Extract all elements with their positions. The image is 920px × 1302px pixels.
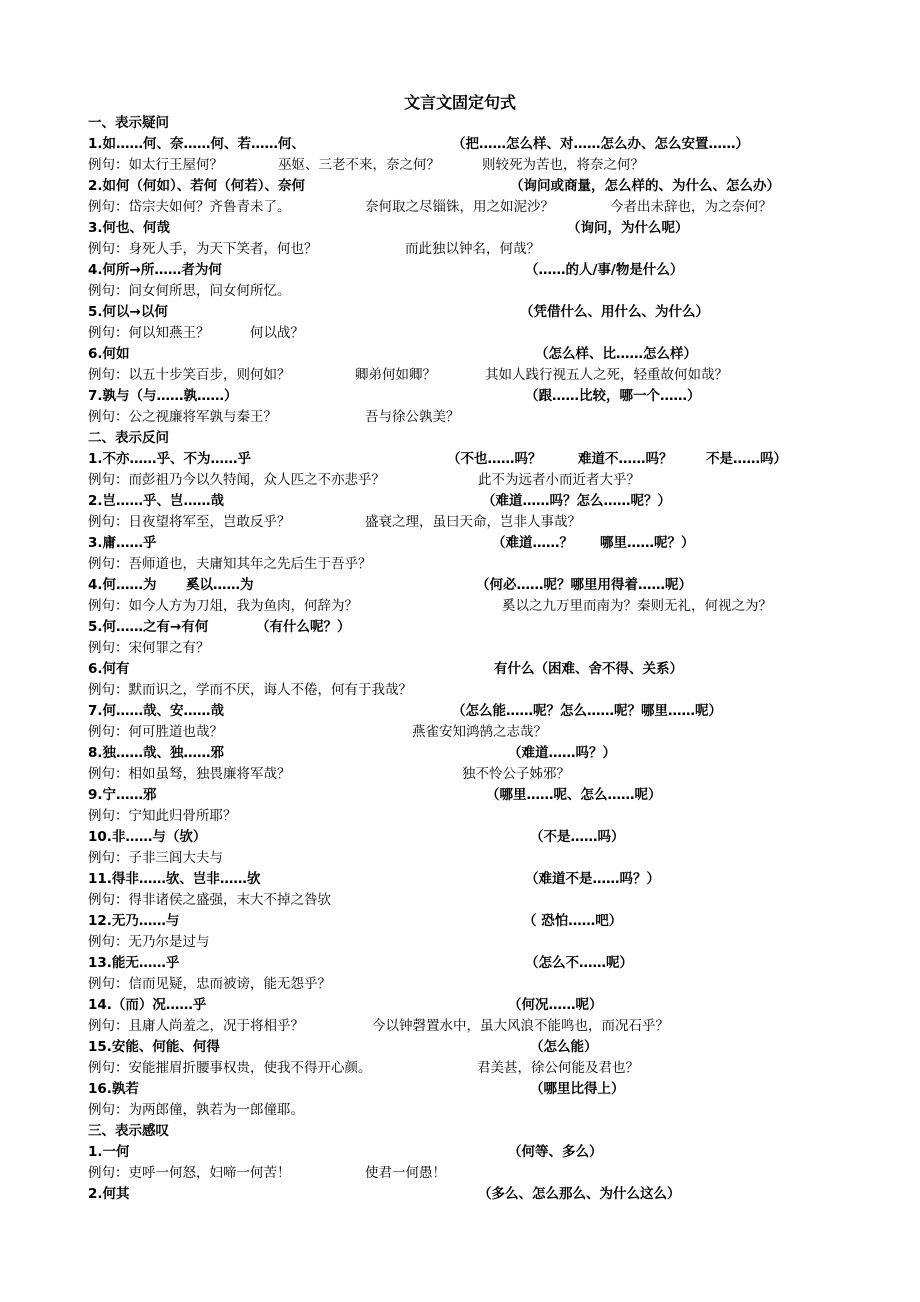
pattern-heading: 2.岂……乎、岂……哉 （难道……吗？怎么……呢？）	[88, 493, 671, 509]
pattern-heading: 1.一何 （何等、多么）	[88, 1144, 603, 1160]
pattern-heading: 14.（而）况……乎 （何况……呢）	[88, 997, 603, 1013]
example-line: 例句：岱宗夫如何？齐鲁青未了。 奈何取之尽锱铢，用之如泥沙？ 今者出未辞也，为之奈何？	[88, 199, 772, 215]
example-line: 例句：默而识之，学而不厌，诲人不倦，何有于我哉？	[88, 682, 412, 698]
example-line: 例句：信而见疑，忠而被谤，能无怨乎？	[88, 976, 331, 992]
example-line: 例句：安能摧眉折腰事权贵，使我不得开心颜。 君美甚，徐公何能及君也？	[88, 1060, 639, 1076]
pattern-heading: 12.无乃……与 （ 恐怕……吧）	[88, 913, 623, 929]
example-line: 例句：问女何所思，问女何所忆。	[88, 283, 291, 299]
pattern-heading: 5.何以→以何 （凭借什么、用什么、为什么）	[88, 304, 709, 320]
pattern-heading: 16.孰若 （哪里比得上）	[88, 1081, 625, 1097]
example-line: 例句：以五十步笑百步，则何如？ 卿弟何如卿？ 其如人践行视五人之死，轻重故何如哉？	[88, 367, 728, 383]
section-heading: 三、表示感叹	[88, 1123, 169, 1139]
pattern-heading: 9.宁……邪 （哪里……呢、怎么……呢）	[88, 787, 662, 803]
pattern-heading: 3.庸……乎 （难道……？ 哪里……呢？）	[88, 535, 695, 551]
pattern-heading: 1.不亦……乎、不为……乎 （不也……吗？ 难道不……吗？ 不是……吗）	[88, 451, 787, 467]
pattern-heading: 7.孰与（与……孰……） （跟……比较，哪一个……）	[88, 388, 701, 404]
pattern-heading: 8.独……哉、独……邪 （难道……吗？）	[88, 745, 616, 761]
example-line: 例句：身死人手，为天下笑者，何也？ 而此独以钟名，何哉？	[88, 241, 540, 257]
pattern-heading: 3.何也、何哉 （询问，为什么呢）	[88, 220, 689, 236]
example-line: 例句：宋何罪之有？	[88, 640, 210, 656]
example-line: 例句：得非诸侯之盛强，末大不掉之咎欤	[88, 892, 331, 908]
pattern-heading: 11.得非……欤、岂非……欤 （难道不是……吗？）	[88, 871, 660, 887]
example-line: 例句：何可胜道也哉？ 燕雀安知鸿鹄之志哉？	[88, 724, 547, 740]
pattern-heading: 7.何……哉、安……哉 （怎么能……呢？怎么……呢？哪里……呢）	[88, 703, 722, 719]
example-line: 例句：子非三闾大夫与	[88, 850, 223, 866]
pattern-heading: 6.何有 有什么（困难、舍不得、关系）	[88, 661, 683, 677]
example-line: 例句：且庸人尚羞之，况于将相乎？ 今以钟磬置水中，虽大风浪不能鸣也，而况石乎？	[88, 1018, 669, 1034]
pattern-heading: 6.何如 （怎么样、比……怎么样）	[88, 346, 697, 362]
pattern-heading: 4.何所→所……者为何 （……的人/事/物是什么）	[88, 262, 684, 278]
pattern-heading: 13.能无……乎 （怎么不……呢）	[88, 955, 633, 971]
example-line: 例句：何以知燕王？ 何以战？	[88, 325, 304, 341]
pattern-heading: 4.何……为 奚以……为 （何必……呢？哪里用得着……呢）	[88, 577, 692, 593]
example-line: 例句：相如虽驽，独畏廉将军哉？ 独不怜公子姊邪？	[88, 766, 570, 782]
example-line: 例句：日夜望将军至，岂敢反乎？ 盛衰之理，虽曰天命，岂非人事哉？	[88, 514, 581, 530]
section-heading: 一、表示疑问	[88, 115, 169, 131]
example-line: 例句：宁知此归骨所耶？	[88, 808, 237, 824]
pattern-heading: 2.如何（何如）、若何（何若）、奈何 （询问或商量，怎么样的、为什么、怎么办）	[88, 178, 780, 194]
example-line: 例句：公之视廉将军孰与秦王？ 吾与徐公孰美？	[88, 409, 460, 425]
pattern-heading: 15.安能、何能、何得 （怎么能）	[88, 1039, 598, 1055]
example-line: 例句：无乃尔是过与	[88, 934, 210, 950]
section-heading: 二、表示反问	[88, 430, 169, 446]
example-line: 例句：如太行王屋何？ 巫妪、三老不来，奈之何？ 则较死为苦也，将奈之何？	[88, 157, 644, 173]
pattern-heading: 1.如……何、奈……何、若……何、 （把……怎么样、对……怎么办、怎么安置……）	[88, 136, 749, 152]
example-line: 例句：为两郎僮，孰若为一郎僮耶。	[88, 1102, 304, 1118]
pattern-heading: 2.何其 （多么、怎么那么、为什么这么）	[88, 1186, 681, 1202]
pattern-heading: 10.非……与（欤） （不是……吗）	[88, 829, 625, 845]
example-line: 例句：吾师道也，夫庸知其年之先后生于吾乎？	[88, 556, 372, 572]
example-line: 例句：如今人方为刀俎，我为鱼肉，何辞为？ 奚以之九万里而南为？秦则无礼，何视之为？	[88, 598, 772, 614]
pattern-heading: 5.何……之有→有何 （有什么呢？）	[88, 619, 351, 635]
example-line: 例句：吏呼一何怒，妇啼一何苦！ 使君一何愚！	[88, 1165, 446, 1181]
page-title: 文言文固定句式	[403, 93, 516, 112]
example-line: 例句：而彭祖乃今以久特闻，众人匹之不亦悲乎？ 此不为远者小而近者大乎？	[88, 472, 640, 488]
